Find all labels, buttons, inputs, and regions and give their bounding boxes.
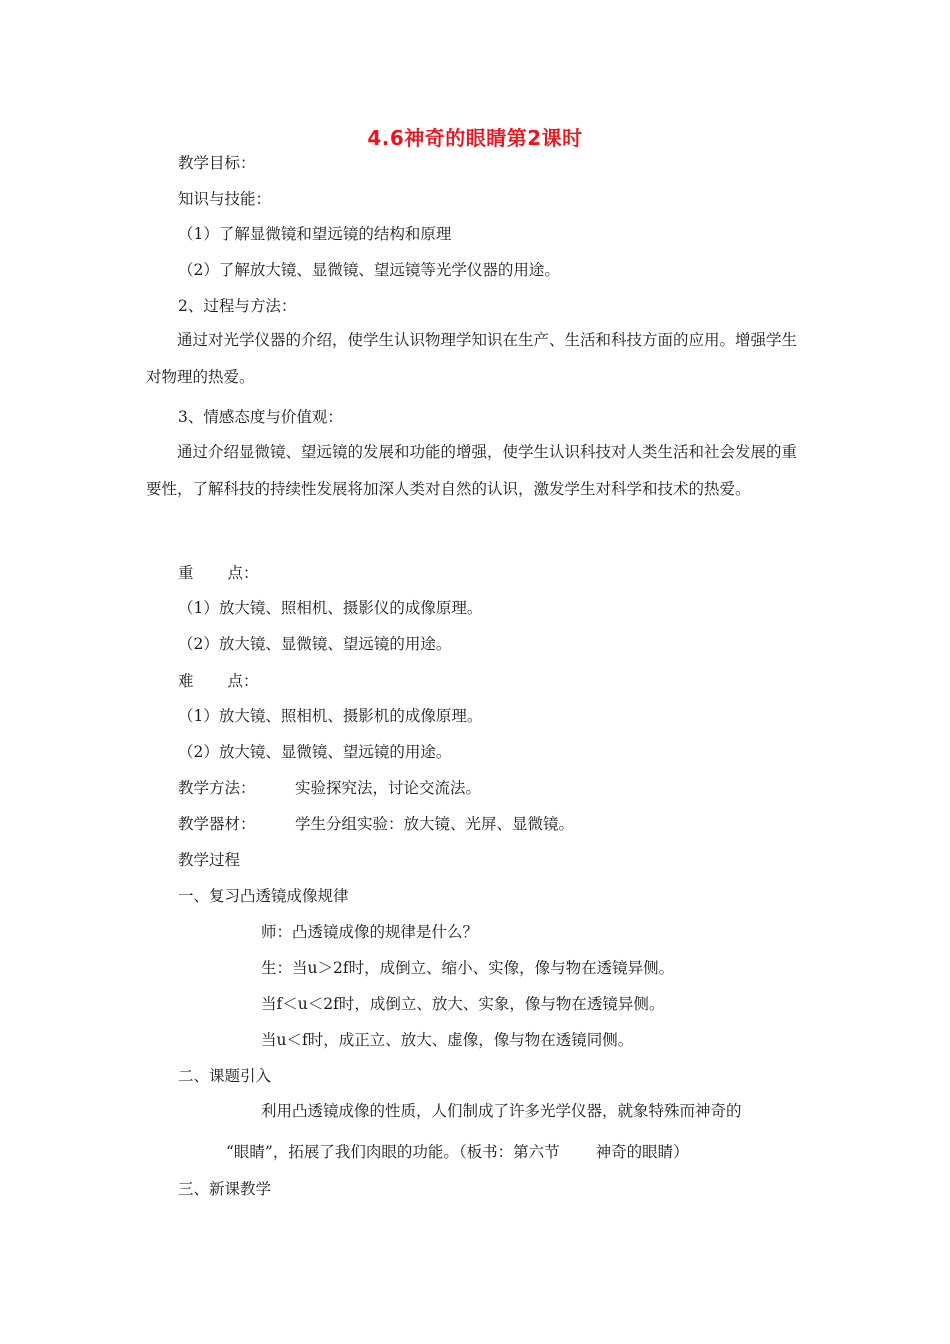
process-title: 教学过程	[178, 851, 241, 869]
knowledge-heading: 知识与技能：	[178, 190, 272, 208]
section1-heading: 一、复习凸透镜成像规律	[178, 887, 349, 905]
review-line: 当u＜f时，成正立、放大、虚像，像与物在透镜同侧。	[261, 1031, 634, 1049]
difficulties-label-b: 点：	[227, 672, 259, 690]
equipment-value: 学生分组实验：放大镜、光屏、显微镜。	[295, 815, 575, 833]
objectives-heading: 教学目标：	[178, 154, 256, 172]
key-points-heading	[178, 563, 259, 583]
intro-line	[226, 1142, 689, 1162]
methods-label: 教学方法：	[178, 779, 256, 797]
key-points-label-a: 重	[178, 564, 194, 582]
attitude-heading: 3、情感态度与价值观：	[178, 408, 343, 426]
section2-heading: 二、课题引入	[178, 1067, 272, 1085]
knowledge-item: （1）了解显微镜和望远镜的结构和原理	[178, 225, 452, 243]
intro-line: 利用凸透镜成像的性质，人们制成了许多光学仪器，就象特殊而神奇的	[261, 1102, 742, 1120]
intro-line-part: “眼睛”，拓展了我们肉眼的功能。（板书：第六节	[226, 1143, 560, 1161]
process-paragraph: 通过对光学仪器的介绍，使学生认识物理学知识在生产、生活和科技方面的应用。增强学生对物理的热爱。	[146, 331, 798, 386]
review-line: 师：凸透镜成像的规律是什么？	[261, 923, 479, 941]
section3-heading: 三、新课教学	[178, 1180, 272, 1198]
review-line: 当f＜u＜2f时，成倒立、放大、实象，像与物在透镜异侧。	[261, 995, 665, 1013]
knowledge-item: （2）了解放大镜、显微镜、望远镜等光学仪器的用途。	[178, 261, 560, 279]
review-line: 生：当u＞2f时，成倒立、缩小、实像，像与物在透镜异侧。	[261, 959, 675, 977]
key-point-item: （1）放大镜、照相机、摄影仪的成像原理。	[178, 599, 483, 617]
intro-line-part: 神奇的眼睛）	[595, 1143, 689, 1161]
difficulty-item: （1）放大镜、照相机、摄影机的成像原理。	[178, 707, 483, 725]
key-point-item: （2）放大镜、显微镜、望远镜的用途。	[178, 635, 452, 653]
difficulty-item: （2）放大镜、显微镜、望远镜的用途。	[178, 743, 452, 761]
attitude-paragraph: 通过介绍显微镜、望远镜的发展和功能的增强，使学生认识科技对人类生活和社会发展的重要性，了解科技的持续性发展将加深人类对自然的认识，激发学生对科学和技术的热爱。	[146, 443, 798, 498]
difficulties-heading	[178, 671, 259, 691]
process-heading: 2、过程与方法：	[178, 297, 297, 315]
equipment-label: 教学器材：	[178, 815, 256, 833]
difficulties-label-a: 难	[178, 672, 194, 690]
page-title: 4.6神奇的眼睛第2课时	[367, 126, 583, 150]
key-points-label-b: 点：	[227, 564, 259, 582]
methods-value: 实验探究法，讨论交流法。	[295, 779, 482, 797]
